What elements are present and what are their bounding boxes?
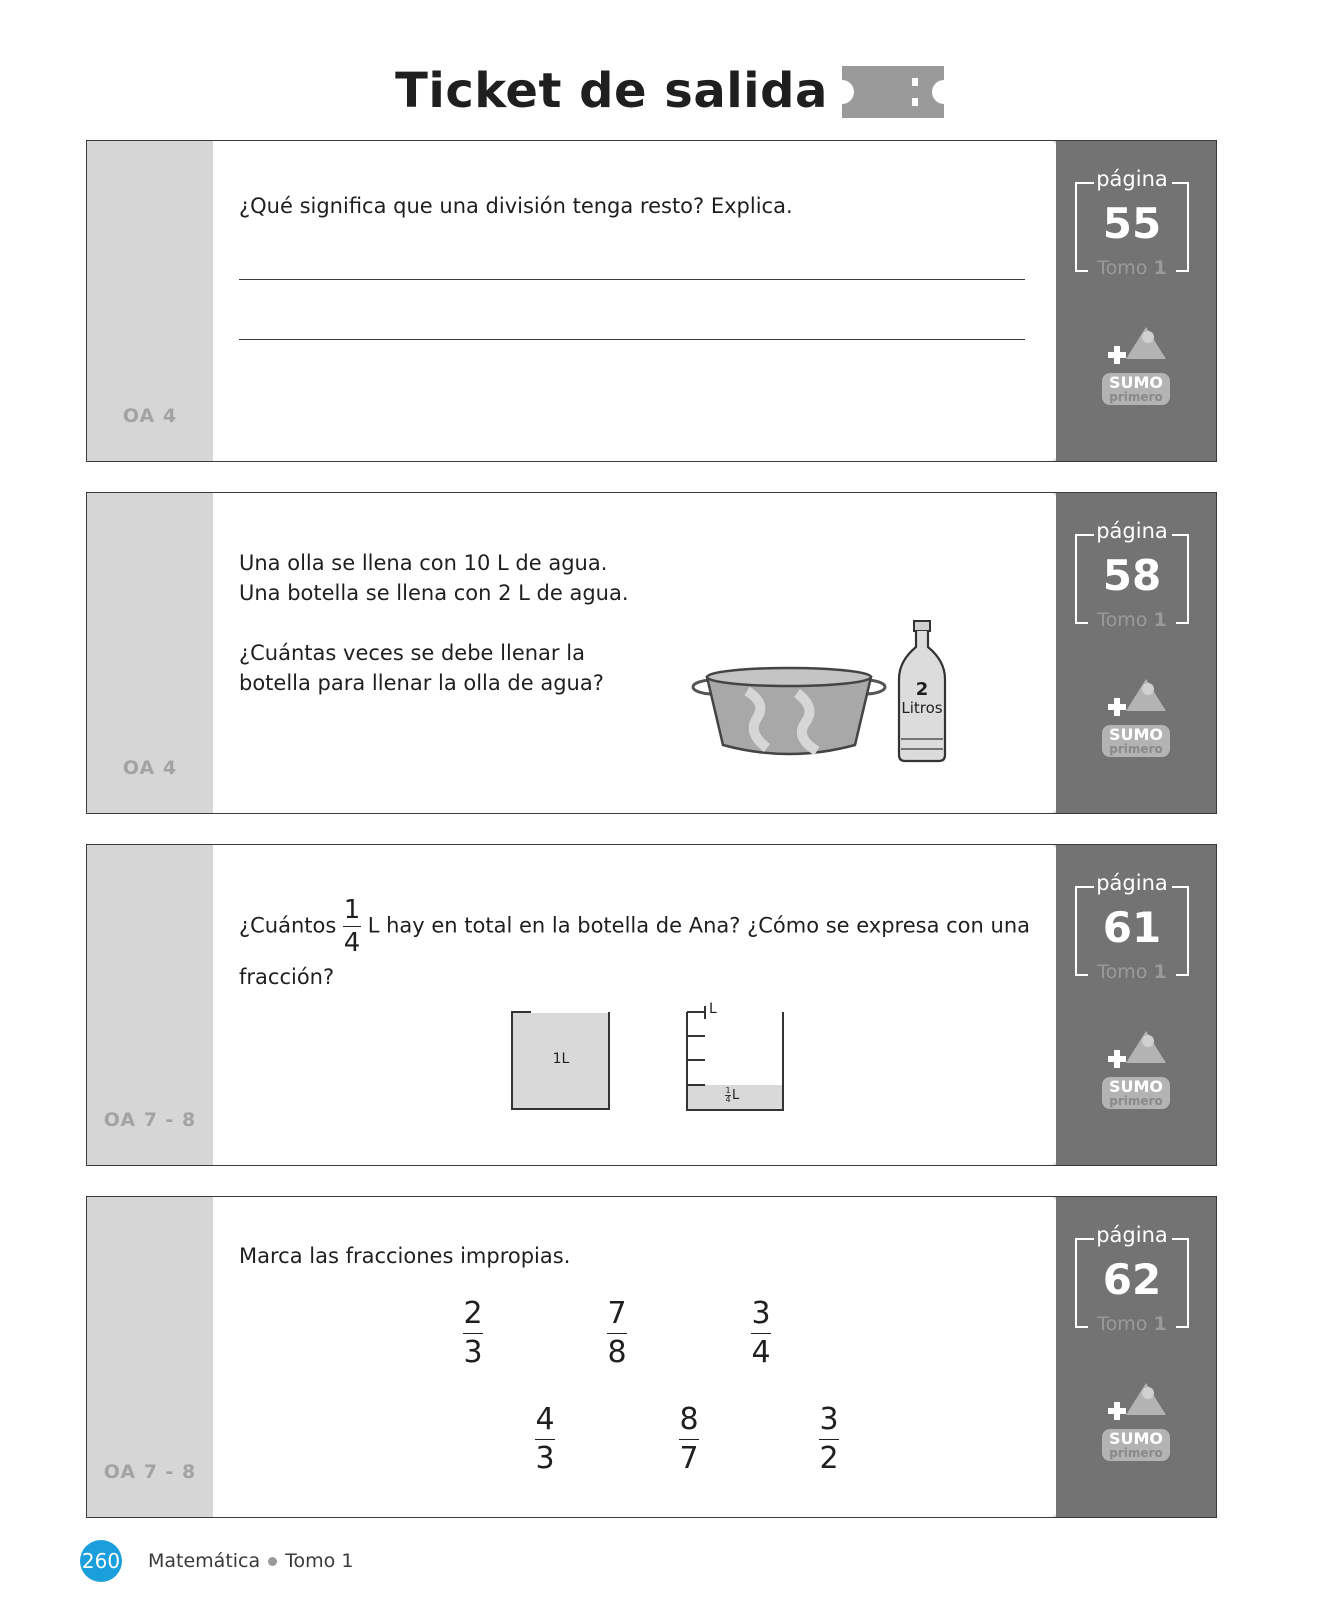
page-reference-band <box>1056 1197 1216 1517</box>
page-reference-band <box>1056 845 1216 1165</box>
page-number-badge: 260 <box>80 1540 122 1582</box>
fraction-option[interactable]: 8 7 <box>679 1402 699 1476</box>
separator-dot-icon <box>268 1557 277 1566</box>
fraction-option[interactable]: 7 8 <box>607 1296 627 1370</box>
bottle-illustration <box>895 619 949 763</box>
question-text: ¿Cuántos $\frac{1}{4}$ L hay en total en la botella de Ana? ¿Cómo se expresa con una fracción? <box>239 895 1031 989</box>
page-header <box>0 56 1339 126</box>
tomo-label: Tomo 1 <box>1097 609 1167 631</box>
pot-illustration <box>687 663 891 763</box>
page-title: Ticket de salida <box>395 63 828 119</box>
question-text: ¿Qué significa que una división tenga resto? Explica. <box>239 194 793 218</box>
page-reference <box>1074 167 1190 279</box>
footer-subject: Matemática <box>148 1550 261 1572</box>
problem-statement: Una olla se llena con 10 L de agua. Una botella se llena con 2 L de agua. ¿Cuántas veces se debe llenar la botella para llenar la olla de agua? <box>239 551 629 695</box>
page-reference <box>1074 519 1190 631</box>
page-reference-band <box>1056 493 1216 813</box>
page-label: página <box>1096 519 1168 543</box>
page-reference-band <box>1056 141 1216 461</box>
fraction-option[interactable]: 4 3 <box>535 1402 555 1476</box>
page-number: 55 <box>1102 199 1162 248</box>
oa-label: OA 7 - 8 <box>103 1109 197 1131</box>
bottle-number: 2 <box>915 679 929 700</box>
sumo-primero-logo: SUMO primero <box>1102 1029 1174 1113</box>
container-1-label: 1L <box>552 1051 570 1067</box>
ticket-icon <box>842 66 944 118</box>
oa-label: OA 7 - 8 <box>103 1461 197 1483</box>
card-content <box>213 845 1077 1165</box>
answer-line-2[interactable] <box>239 339 1025 340</box>
fraction-option[interactable]: 3 4 <box>751 1296 771 1370</box>
ticket-card-2 <box>86 492 1217 814</box>
tomo-label: Tomo 1 <box>1097 1313 1167 1335</box>
footer-tomo: Tomo 1 <box>285 1550 354 1572</box>
container-1-liter <box>511 1011 611 1111</box>
ticket-card-4 <box>86 1196 1217 1518</box>
container-2-top-label: L <box>709 1001 717 1017</box>
fraction-option[interactable]: 2 3 <box>463 1296 483 1370</box>
bottle-unit: Litros <box>901 699 943 717</box>
tomo-label: Tomo 1 <box>1097 961 1167 983</box>
fraction-one-quarter: $\frac{1}{4}$ <box>343 895 361 958</box>
sumo-primero-logo: SUMO primero <box>1102 325 1174 409</box>
page-label: página <box>1096 871 1168 895</box>
footer-text <box>148 1550 353 1572</box>
container-2-bottom-label: 1 4 L <box>725 1086 740 1104</box>
page-number: 58 <box>1102 551 1162 600</box>
ticket-card-3 <box>86 844 1217 1166</box>
container-quarter-liter <box>685 1003 797 1113</box>
page-reference <box>1074 1223 1190 1335</box>
answer-line-1[interactable] <box>239 279 1025 280</box>
tomo-label: Tomo 1 <box>1097 257 1167 279</box>
page-number: 62 <box>1102 1255 1162 1304</box>
page-label: página <box>1096 167 1168 191</box>
sumo-primero-logo: SUMO primero <box>1102 677 1174 761</box>
question-text: Marca las fracciones impropias. <box>239 1244 571 1268</box>
sumo-primero-logo: SUMO primero <box>1102 1381 1174 1465</box>
card-content <box>213 141 1077 461</box>
oa-label: OA 4 <box>122 757 178 779</box>
page-number: 61 <box>1102 903 1162 952</box>
page-label: página <box>1096 1223 1168 1247</box>
oa-label: OA 4 <box>122 405 178 427</box>
page-reference <box>1074 871 1190 983</box>
fraction-option[interactable]: 3 2 <box>819 1402 839 1476</box>
ticket-card-1 <box>86 140 1217 462</box>
